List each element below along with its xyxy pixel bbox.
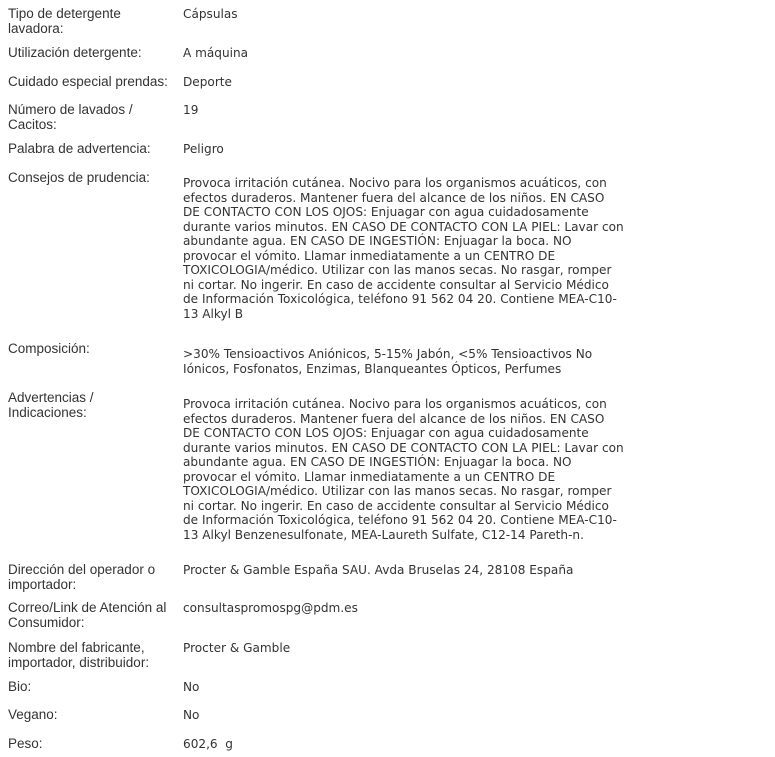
spec-label: Advertencias / Indicaciones: (8, 390, 94, 420)
spec-value: Peligro (183, 142, 224, 156)
spec-label: Tipo de detergente lavadora: (8, 6, 121, 36)
spec-value: No (183, 680, 200, 694)
spec-label: Dirección del operador o importador: (8, 562, 156, 592)
spec-label: Consejos de prudencia: (8, 170, 150, 185)
spec-label: Utilización detergente: (8, 45, 142, 60)
spec-value: consultaspromospg@pdm.es (183, 601, 358, 615)
spec-value: Provoca irritación cutánea. Nocivo para los organismos acuáticos, con efectos duraderos. Mantener fuera del alcance de los niños. EN CASO DE CONTACTO CON LOS OJOS: Enjuagar con agua cuidadosamente durante varios minutos. EN CASO DE CONTACTO CON LA PIEL: Lavar con abundante agua. EN CASO DE INGESTIÓN: Enjuagar la boca. NO provocar el vómito. Llamar inmediatamente a un CENTRO DE TOXICOLOGIA/médico. Utilizar con las manos secas. No rasgar, romper ni cortar. No ingerir. En caso de accidente consultar al Servicio Médico de Información Toxicológica, teléfono 91 562 04 20. Contiene MEA-C10-13 Alkyl Benzenesulfonate, MEA-Laureth Sulfate, C12-14 Pareth-n. (183, 397, 624, 542)
spec-value: 602,6 g (183, 737, 233, 751)
spec-value: Procter & Gamble España SAU. Avda Bruselas 24, 28108 España (183, 563, 574, 577)
spec-label: Cuidado especial prendas: (8, 74, 168, 89)
spec-value: Cápsulas (183, 7, 238, 21)
spec-label: Nombre del fabricante, importador, distribuidor: (8, 640, 150, 670)
spec-value: No (183, 708, 200, 722)
spec-value: 19 (183, 103, 199, 117)
spec-label: Palabra de advertencia: (8, 141, 151, 156)
spec-label: Vegano: (8, 707, 58, 722)
spec-label: Correo/Link de Atención al Consumidor: (8, 600, 167, 630)
spec-label: Peso: (8, 736, 43, 751)
spec-value: A máquina (183, 46, 249, 60)
spec-value: >30% Tensioactivos Aniónicos, 5-15% Jabón, <5% Tensioactivos No Iónicos, Fosfonatos, Enzimas, Blanqueantes Ópticos, Perfumes (183, 347, 593, 376)
spec-label: Bio: (8, 679, 32, 694)
spec-value: Deporte (183, 75, 232, 89)
spec-value: Provoca irritación cutánea. Nocivo para los organismos acuáticos, con efectos duraderos. Mantener fuera del alcance de los niños. EN CASO DE CONTACTO CON LOS OJOS: Enjuagar con agua cuidadosamente durante varios minutos. EN CASO DE CONTACTO CON LA PIEL: Lavar con abundante agua. EN CASO DE INGESTIÓN: Enjuagar la boca. NO provocar el vómito. Llamar inmediatamente a un CENTRO DE TOXICOLOGIA/médico. Utilizar con las manos secas. No rasgar, romper ni cortar. No ingerir. En caso de accidente consultar al Servicio Médico de Información Toxicológica, teléfono 91 562 04 20. Contiene MEA-C10-13 Alkyl B (183, 176, 624, 321)
spec-value: Procter & Gamble (183, 641, 291, 655)
spec-label: Número de lavados / Cacitos: (8, 102, 133, 132)
spec-label: Composición: (8, 341, 90, 356)
